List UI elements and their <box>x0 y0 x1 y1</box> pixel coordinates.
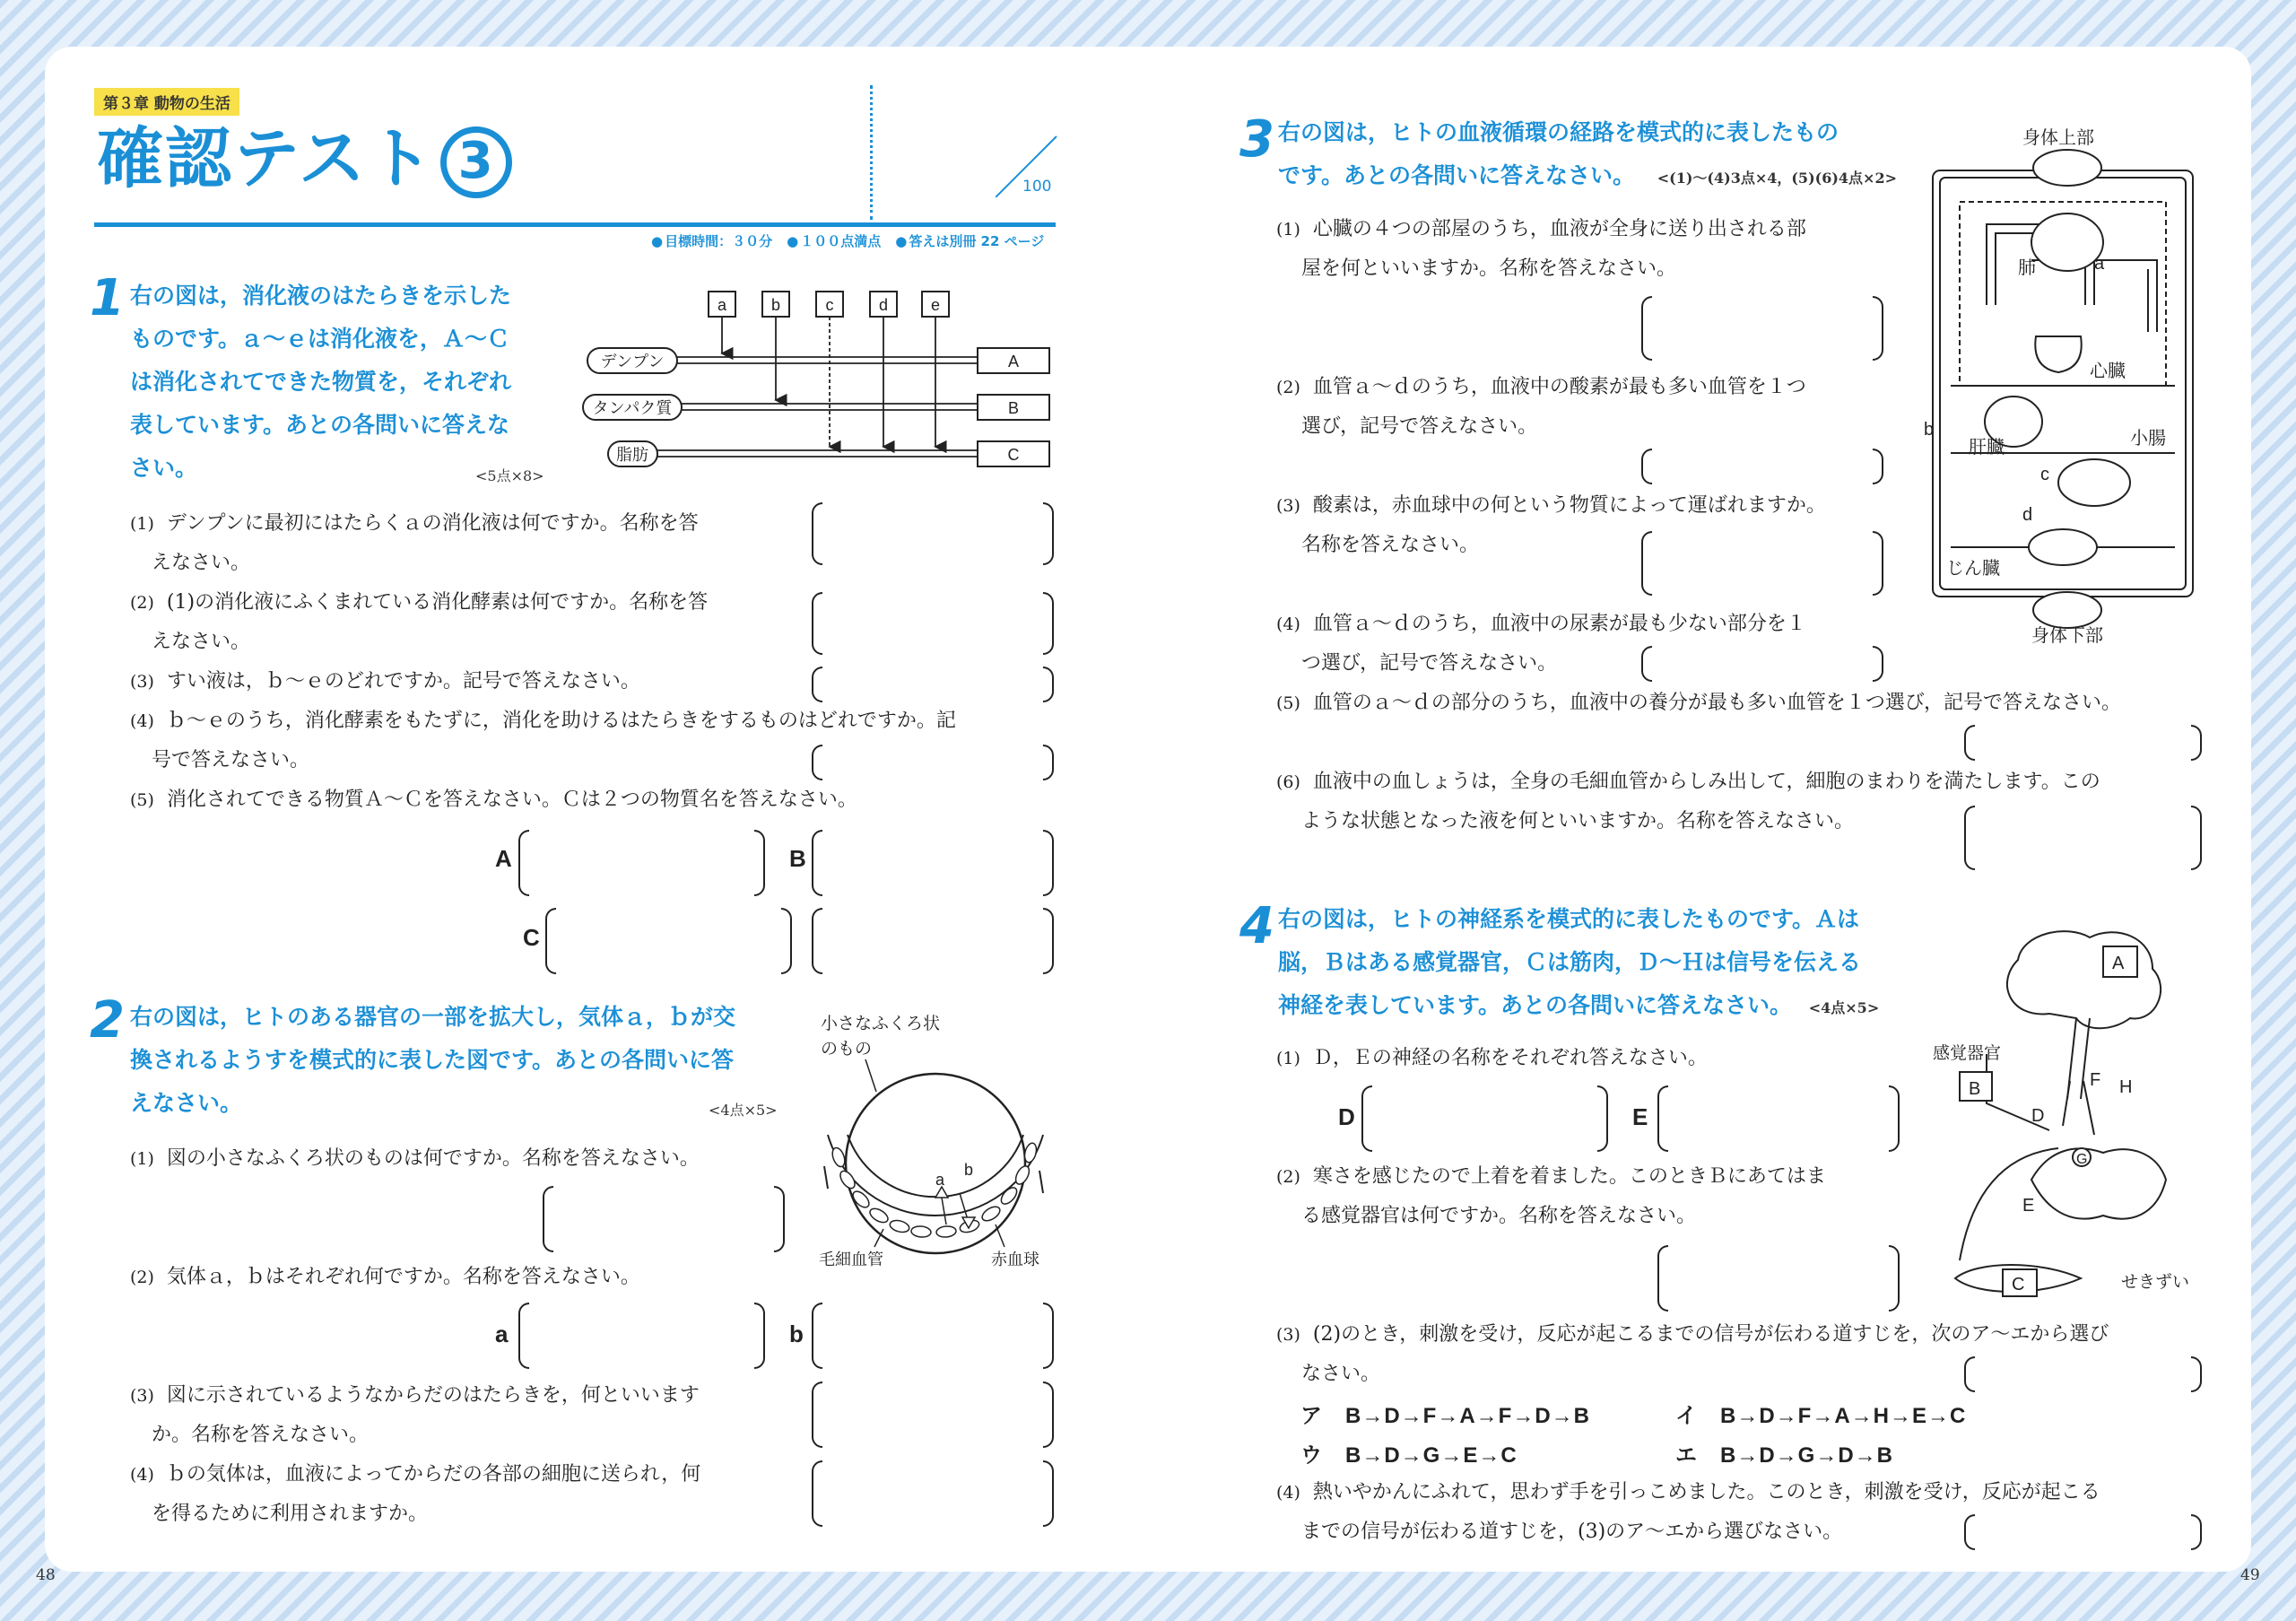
q2-2-answer-a[interactable] <box>518 1303 765 1365</box>
page-title: 確認テスト 3 <box>97 126 512 198</box>
option-i: イ B→D→F→A→H→E→C <box>1675 1404 1967 1428</box>
q4-1-answer-e[interactable] <box>1657 1085 1900 1148</box>
divider <box>870 85 873 220</box>
capillary-label: 毛細血管 <box>819 1251 883 1268</box>
q3-number: 3 <box>1239 110 1274 169</box>
nerve-f: F <box>2090 1070 2101 1090</box>
title-number: 3 <box>440 126 512 198</box>
score-total: 100 <box>1022 178 1052 196</box>
page-number-left: 48 <box>36 1566 56 1584</box>
chapter-label: 第３章 動物の生活 <box>94 88 239 116</box>
q4-4-answer[interactable] <box>1964 1514 2202 1547</box>
nutrient-protein: タンパク質 <box>592 399 673 417</box>
option-u: ウ B→D→G→E→C <box>1300 1443 1518 1468</box>
q1-label-c: C <box>523 924 540 951</box>
q3-4-answer[interactable] <box>1641 646 1883 678</box>
q3-5-answer[interactable] <box>1964 725 2202 757</box>
kidney-label: じん臓 <box>1946 559 2000 579</box>
node-b: B <box>1969 1079 1981 1099</box>
gas-a-label: a <box>935 1171 945 1189</box>
nerve-h: H <box>2119 1077 2133 1097</box>
q1-number: 1 <box>90 269 125 327</box>
sac-label-1: 小さなふくろ状 <box>821 1015 941 1033</box>
enzyme-b: b <box>770 296 781 314</box>
vessel-a-label: a <box>2094 254 2105 274</box>
q3-points: <(1)～(4)3点×4，(5)(6)4点×2> <box>1657 170 1897 187</box>
node-c: C <box>2012 1275 2025 1294</box>
q2-2-answer-b[interactable] <box>812 1303 1054 1365</box>
rbc-label: 赤血球 <box>991 1251 1039 1268</box>
q1-5-answer-c2[interactable] <box>812 908 1054 971</box>
vessel-b-label: b <box>1924 420 1935 440</box>
q2-1-answer[interactable] <box>543 1186 785 1249</box>
q4-points: <4点×5> <box>1808 999 1880 1016</box>
product-a: A <box>1007 353 1020 370</box>
enzyme-d: d <box>878 296 889 314</box>
intestine-label: 小腸 <box>2130 429 2166 449</box>
heart-label: 心臓 <box>2090 362 2126 381</box>
q1-2-answer[interactable] <box>812 592 1054 651</box>
q3-3-answer[interactable] <box>1641 531 1883 592</box>
gas-b-label: b <box>964 1161 974 1179</box>
q4-label-e: E <box>1632 1103 1648 1130</box>
q3-6-answer[interactable] <box>1964 806 2202 867</box>
q4-label-d: D <box>1338 1103 1355 1130</box>
option-e: エ B→D→G→D→B <box>1675 1443 1893 1468</box>
q1-5-answer-c1[interactable] <box>545 908 792 971</box>
nutrient-fat: 脂肪 <box>616 446 648 464</box>
spinal-cord-label: せきずい <box>2121 1273 2190 1292</box>
q1-label-b: B <box>789 845 806 872</box>
q2-label-b: b <box>789 1320 804 1347</box>
q4-prompt: 右の図は，ヒトの神経系を模式的に表したものです。Ａは 脳，Ｂはある感覚器官，Ｃは筋肉，Ｄ～Ｈは信号を伝える 神経を表しています。あとの各問いに答えなさい。 <4点×5> <box>1278 906 1880 1018</box>
q2-3-answer[interactable] <box>812 1381 1054 1444</box>
page-number-right: 49 <box>2240 1566 2260 1584</box>
q2-prompt: 右の図は，ヒトのある器官の一部を拡大し，気体ａ，ｂが交 換されるようすを模式的に表した図です。あとの各問いに答 えなさい。 <box>130 1004 736 1116</box>
q3-1-answer[interactable] <box>1641 296 1883 357</box>
q3-2-answer[interactable] <box>1641 449 1883 481</box>
q3-questions: (1) 心臓の４つの部屋のうち，血液が全身に送り出される部 屋を何といいますか。名称を答えなさい。 (2) 血管ａ～ｄのうち，血液中の酸素が最も多い血管を１つ 選び，記号で答えなさい。 (3) 酸素は，赤血球中の何という物質によって運ばれますか。 名称を答えなさい。 (4) 血管ａ～ｄのうち，血液中の尿素が最も少ない部分を１ つ選び，記号で答えなさい。 (5) 血管のａ～ｄの部分のうち，血液中の養分が最も多い血管を１つ選び，記号で答えなさい。 (6) 血液中の血しょうは，全身の毛細血管からしみ出して，細胞のまわりを満たします。この ような状態となった液を何といいますか。名称を答えなさい。 <box>1276 218 2122 832</box>
title-rule <box>94 222 1056 227</box>
alveolus-diagram <box>812 1009 1058 1278</box>
q3-prompt: 右の図は，ヒトの血液循環の経路を模式的に表したもの です。あとの各問いに答えなさい。 <(1)～(4)3点×4，(5)(6)4点×2> <box>1278 119 1897 188</box>
nerve-e: E <box>2022 1196 2035 1216</box>
sense-organ-label: 感覚器官 <box>1933 1044 2002 1063</box>
product-c: C <box>1007 446 1020 464</box>
product-b: B <box>1007 399 1020 417</box>
q1-5-answer-b[interactable] <box>812 830 1054 893</box>
nerve-d: D <box>2031 1106 2045 1126</box>
q1-3-answer[interactable] <box>812 667 1054 699</box>
lung-label: 肺 <box>2018 258 2036 278</box>
info-line: ● 目標時間：３０分● １００点満点● 答えは別冊 22 ページ <box>637 231 1044 250</box>
upper-body-label: 身体上部 <box>2022 128 2094 148</box>
q2-4-answer[interactable] <box>812 1460 1054 1523</box>
q1-label-a: A <box>495 845 512 872</box>
q2-points: <4点×5> <box>709 1102 778 1119</box>
q1-5-answer-a[interactable] <box>518 830 765 893</box>
q1-questions: (1) デンプンに最初にはたらくａの消化液は何ですか。名称を答 えなさい。 (2) (1)の消化液にふくまれている消化酵素は何ですか。名称を答 えなさい。 (3) すい液は，ｂ～ｅのどれですか。記号で答えなさい。 (4) ｂ～ｅのうち，消化酵素をもたずに，消化を助けるはたらきをするものはどれですか。記 号で答えなさい。 (5) 消化されてできる物質Ａ～Ｃを答えなさい。Ｃは２つの物質名を答えなさい。 <box>130 512 956 811</box>
q2-questions: (1) 図の小さなふくろ状のものは何ですか。名称を答えなさい。 (2) 気体ａ，ｂはそれぞれ何ですか。名称を答えなさい。 (3) 図に示されているようなからだのはたらきを，何といいます か。名称を答えなさい。 (4) ｂの気体は，血液によってからだの各部の細胞に送られ，何 を得るために利用されますか。 <box>130 1147 701 1525</box>
q4-2-answer[interactable] <box>1657 1245 1900 1308</box>
q4-questions: (1) Ｄ，Ｅの神経の名称をそれぞれ答えなさい。 (2) 寒さを感じたので上着を着ました。このときＢにあてはま る感覚器官は何ですか。名称を答えなさい。 (3) (2)のとき，刺激を受け，反応が起こるまでの信号が伝わる道すじを，次のア～エから選び なさい。 (4) 熱いやかんにふれて，思わず手を引っこめました。このとき，刺激を受け，反応が起こる までの信号が伝わる道すじを，(3)のア～エから選びなさい。 <box>1276 1047 2109 1543</box>
option-a: ア B→D→F→A→F→D→B <box>1300 1404 1590 1428</box>
q4-3-answer[interactable] <box>1964 1356 2202 1389</box>
q4-number: 4 <box>1239 897 1274 955</box>
q1-points: <5点×8> <box>475 467 544 484</box>
rbc-cells <box>831 1142 1039 1238</box>
q1-1-answer[interactable] <box>812 502 1054 562</box>
enzyme-e: e <box>930 296 941 314</box>
enzyme-c: c <box>825 296 834 314</box>
nutrient-starch: デンプン <box>600 353 665 370</box>
enzyme-a: a <box>717 296 727 314</box>
node-a: A <box>2112 954 2125 973</box>
lower-body-label: 身体下部 <box>2031 626 2103 646</box>
q2-number: 2 <box>90 991 125 1050</box>
vessel-c-label: c <box>2040 465 2049 484</box>
nerve-g: G <box>2076 1152 2088 1167</box>
vessel-d-label: d <box>2022 505 2033 525</box>
q2-label-a: a <box>495 1320 509 1347</box>
q1-4-answer[interactable] <box>812 745 1054 777</box>
sac-label-2: のもの <box>821 1040 873 1059</box>
q4-1-answer-d[interactable] <box>1361 1085 1608 1148</box>
liver-label: 肝臓 <box>1969 438 2005 458</box>
q1-prompt: 右の図は，消化液のはたらきを示した ものです。ａ～ｅは消化液を，Ａ～Ｃ は消化されてできた物質を，それぞれ 表しています。あとの各問いに答えな さい。 <box>130 283 512 481</box>
digestion-diagram <box>574 287 1058 480</box>
